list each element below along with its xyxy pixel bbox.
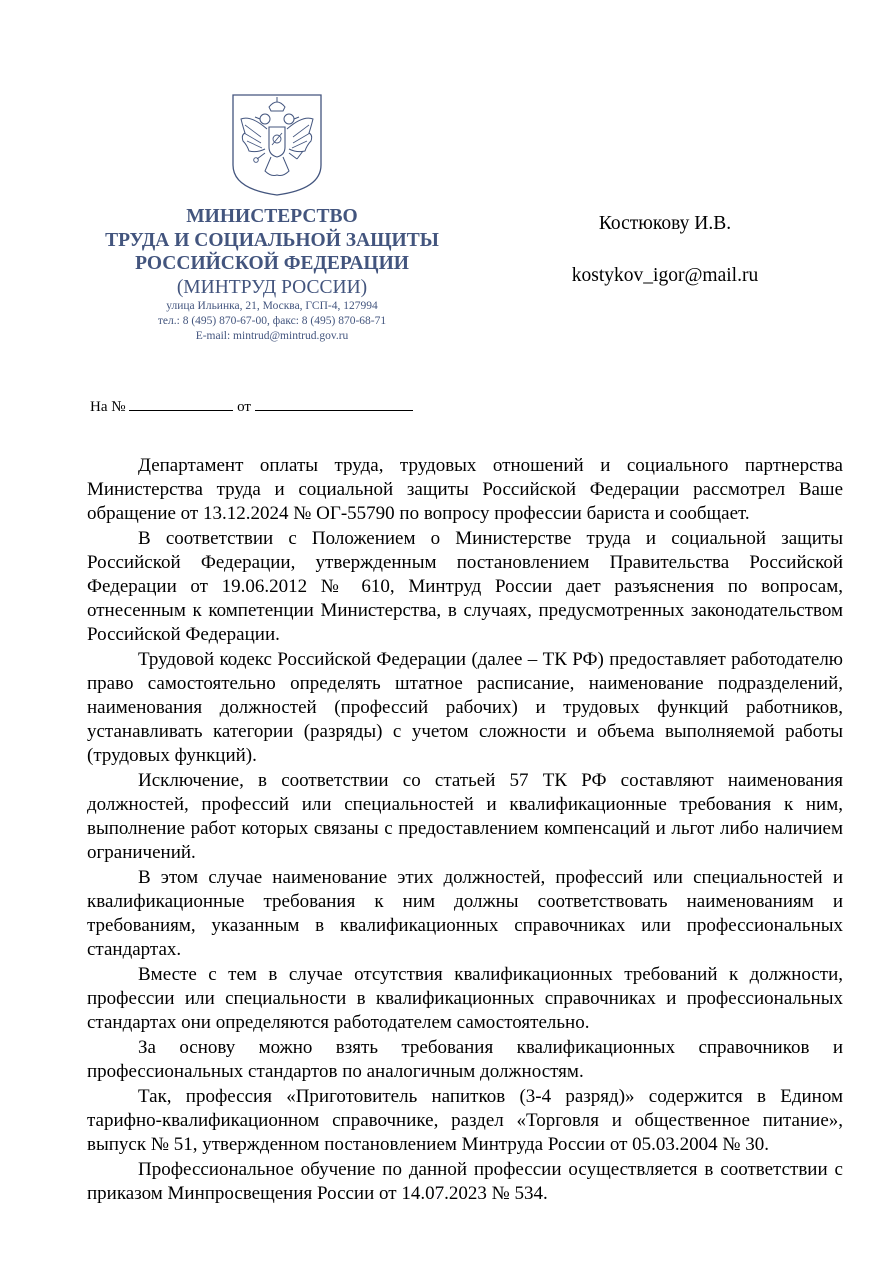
addressee-name: Костюкову И.В. [598, 213, 732, 234]
body-paragraph-2: В соответствии с Положением о Министерстве труда и социальной защиты Российской Федерации, утвержденным постановлением Правительства Российской Федерации от 19.06.2012 № 610, Минтруд России дает разъяснения по вопросам, отнесенным к компетенции Министерства, в случаях, предусмотренных законодательством Российской Федерации. [87, 528, 843, 645]
letter-body [87, 454, 843, 1207]
body-paragraph-4: Исключение, в соответствии со статьей 57 ТК РФ составляют наименования должностей, профессий или специальностей и квалификационные требования к ним, выполнение работ которых связаны с предоставлением компенсаций и льгот либо наличием ограничений. [87, 770, 843, 863]
ministry-name-line-3: РОССИЙСКОЙ ФЕДЕРАЦИИ [135, 253, 409, 274]
body-paragraph-1: Департамент оплаты труда, трудовых отношений и социального партнерства Министерства труда и социальной защиты Российской Федерации рассмотрел Ваше обращение от 13.12.2024 № ОГ-55790 по вопросу профессии бариста и сообщает. [87, 455, 843, 524]
body-paragraph-6: Вместе с тем в случае отсутствия квалификационных требований к должности, профессии или специальности в квалификационных справочниках и профессиональных стандартах они определяются работодателем самостоятельно. [87, 964, 843, 1033]
ministry-short-name: (МИНТРУД РОССИИ) [176, 276, 368, 298]
body-paragraph-3: Трудовой кодекс Российской Федерации (далее – ТК РФ) предоставляет работодателю право самостоятельно определять штатное расписание, наименование подразделений, наименования должностей (профессий рабочих) и трудовых функций работников, устанавливать категории (разряды) с учетом сложности и объема выполняемой работы (трудовых функций). [87, 649, 843, 766]
ministry-name-line-2: ТРУДА И СОЦИАЛЬНОЙ ЗАЩИТЫ [105, 229, 439, 251]
ministry-name-line-1: МИНИСТЕРСТВО [186, 206, 358, 227]
body-paragraph-9: Профессиональное обучение по данной профессии осуществляется в соответствии с приказом Минпросвещения России от 14.07.2023 № 534. [87, 1159, 843, 1204]
body-paragraph-8: Так, профессия «Приготовитель напитков (3-4 разряд)» содержится в Едином тарифно-квалификационном справочнике, раздел «Торговля и общественное питание», выпуск № 51, утвержденном постановлением Минтруда России от 05.03.2004 № 30. [87, 1086, 843, 1155]
ministry-address: улица Ильинка, 21, Москва, ГСП-4, 127994 [166, 299, 378, 312]
reference-line [90, 397, 413, 416]
reference-number-blank [129, 397, 233, 411]
addressee-email: kostykov_igor@mail.ru [571, 265, 759, 286]
body-paragraph-5: В этом случае наименование этих должностей, профессий или специальностей и квалификационные требования к ним должны соответствовать наименованиям и требованиям, указанным в квалификационных справочниках или профессиональных стандартах. [87, 867, 843, 960]
body-paragraph-7: За основу можно взять требования квалификационных справочников и профессиональных стандартов по аналогичным должностям. [87, 1037, 843, 1082]
ministry-phone-fax: тел.: 8 (495) 870-67-00, факс: 8 (495) 870-68-71 [157, 314, 387, 327]
ministry-email: E-mail: mintrud@mintrud.gov.ru [195, 329, 349, 342]
reference-number-label: На № [90, 399, 126, 415]
reference-date-label: от [237, 399, 251, 415]
ministry-header [70, 205, 474, 344]
reference-date-blank [255, 397, 413, 411]
addressee-block [540, 211, 790, 289]
russian-coat-of-arms-icon [231, 93, 323, 197]
